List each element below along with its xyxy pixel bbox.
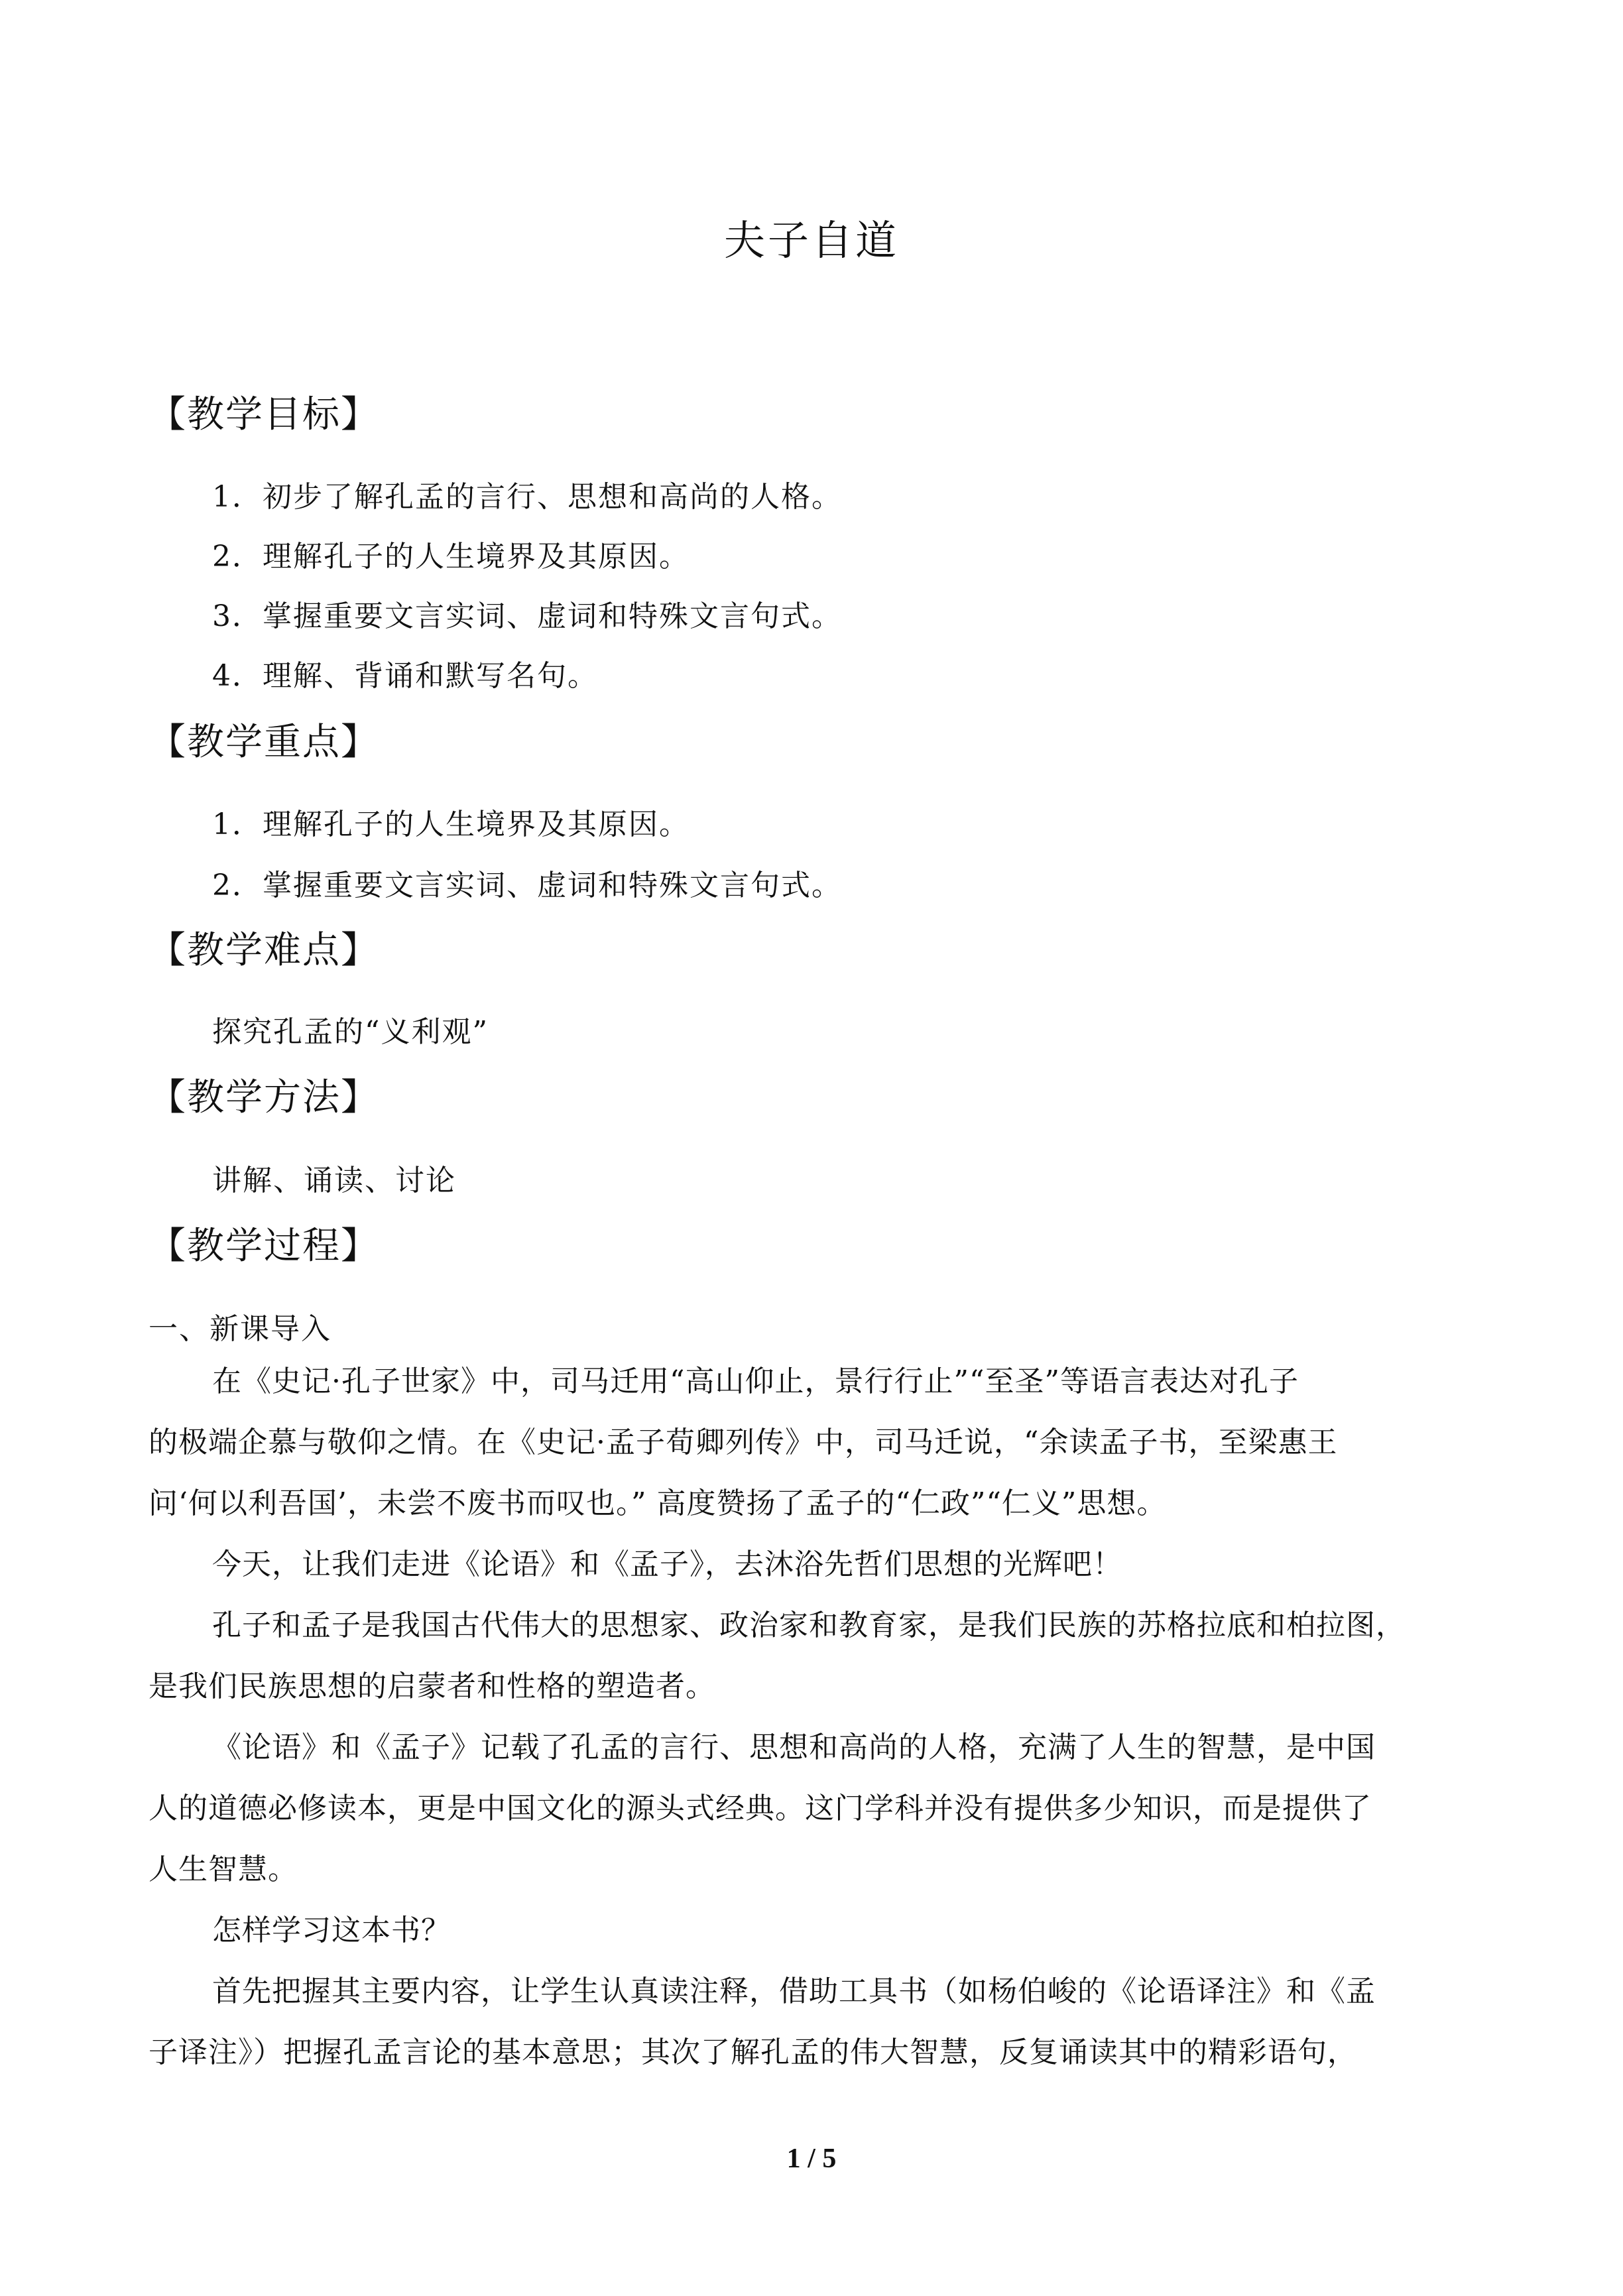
paragraph-3-line-2: 是我们民族思想的启蒙者和性格的塑造者。 (149, 1669, 715, 1703)
paragraph-4 (149, 1717, 1474, 1900)
paragraph-3-line-1: 孔子和孟子是我国古代伟大的思想家、政治家和教育家，是我们民族的苏格拉底和柏拉图， (212, 1608, 1406, 1642)
paragraph-3 (149, 1595, 1474, 1717)
section-intro-heading: 一、新课导入 (149, 1312, 331, 1346)
paragraph-2-line-1: 今天，让我们走进《论语》和《孟子》，去沐浴先哲们思想的光辉吧！ (212, 1547, 1122, 1581)
paragraph-2 (149, 1534, 1474, 1595)
paragraph-6-line-1: 首先把握其主要内容，让学生认真读注释，借助工具书（如杨伯峻的《论语译注》和《孟 (212, 1974, 1376, 2008)
process-heading: 【教学过程】 (149, 1225, 379, 1268)
paragraph-6-line-2: 子译注》）把握孔孟言论的基本意思；其次了解孔孟的伟大智慧，反复诵读其中的精彩语句， (149, 2035, 1357, 2069)
paragraph-5 (149, 1900, 1474, 1961)
objective-item-1: 1．初步了解孔孟的言行、思想和高尚的人格。 (212, 480, 842, 514)
key-point-item-1: 1．理解孔子的人生境界及其原因。 (212, 808, 690, 841)
document-title: 夫子自道 (723, 216, 899, 265)
paragraph-1-line-2: 的极端企慕与敬仰之情。在《史记·孟子荀卿列传》中，司马迁说，“余读孟子书，至梁惠王 (149, 1425, 1338, 1459)
key-points-heading: 【教学重点】 (149, 721, 379, 764)
methods-heading: 【教学方法】 (149, 1076, 379, 1119)
objective-item-2: 2．理解孔子的人生境界及其原因。 (212, 540, 690, 574)
paragraph-1-line-1: 在《史记·孔子世家》中，司马迁用“高山仰止，景行行止”“至圣”等语言表达对孔子 (212, 1364, 1299, 1398)
objective-item-4: 4．理解、背诵和默写名句。 (212, 659, 598, 693)
paragraph-4-line-3: 人生智慧。 (149, 1852, 298, 1886)
paragraph-6 (149, 1961, 1474, 2083)
methods-text: 讲解、诵读、讨论 (212, 1164, 456, 1197)
difficulties-heading: 【教学难点】 (149, 929, 379, 972)
paragraph-4-line-2: 人的道德必修读本，更是中国文化的源头式经典。这门学科并没有提供多少知识，而是提供了 (149, 1791, 1372, 1825)
difficulties-text: 探究孔孟的“义利观” (212, 1015, 489, 1049)
paragraph-1 (149, 1351, 1474, 1534)
key-point-item-2: 2．掌握重要文言实词、虚词和特殊文言句式。 (212, 869, 842, 902)
paragraph-5-line-1: 怎样学习这本书？ (212, 1913, 451, 1947)
paragraph-4-line-1: 《论语》和《孟子》记载了孔孟的言行、思想和高尚的人格，充满了人生的智慧，是中国 (212, 1730, 1376, 1764)
paragraph-1-line-3: 问‘何以利吾国’，未尝不废书而叹也。” 高度赞扬了孟子的“仁政”“仁义”思想。 (149, 1486, 1167, 1520)
objectives-heading: 【教学目标】 (149, 393, 379, 436)
objective-item-3: 3．掌握重要文言实词、虚词和特殊文言句式。 (212, 599, 842, 633)
page-number: 1 / 5 (786, 2144, 837, 2174)
